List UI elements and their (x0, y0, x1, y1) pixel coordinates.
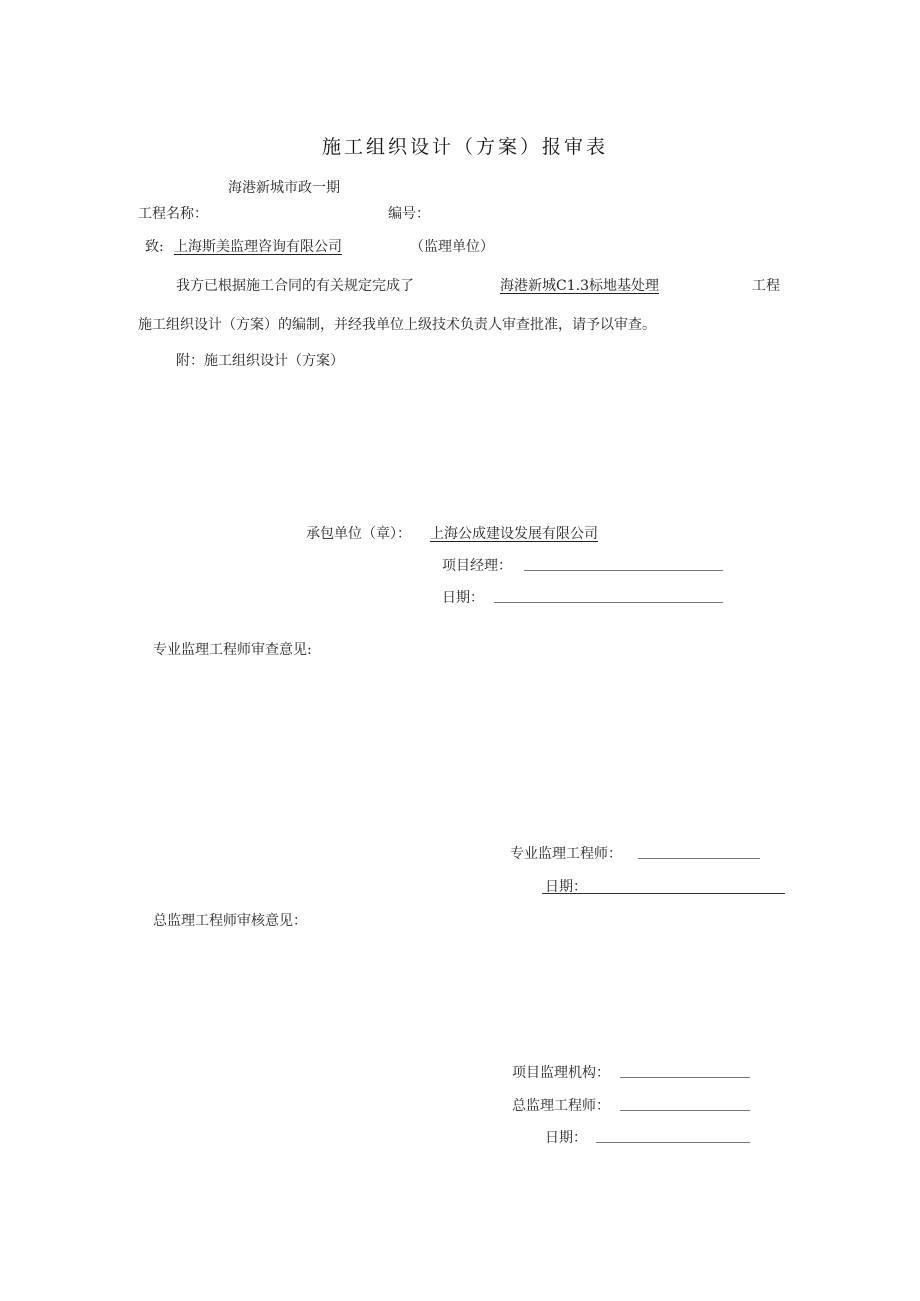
specialist-opinion-label: 专业监理工程师审查意见: (153, 642, 312, 658)
contractor-label: 承包单位（章）： (306, 526, 411, 542)
body-line1-suffix: 工程 (752, 278, 780, 294)
page-title: 施工组织设计（方案）报审表 (322, 136, 609, 158)
supervision-unit-name: 上海斯美监理咨询有限公司 (174, 239, 342, 255)
date-line-chief (596, 1142, 750, 1143)
date-label-specialist: 日期： (545, 879, 587, 895)
supervision-org-label: 项目监理机构： (512, 1065, 610, 1081)
project-manager-label: 项目经理： (442, 558, 512, 574)
project-name-value: 海港新城市政一期 (228, 180, 340, 196)
date-label-contractor: 日期： (442, 590, 484, 606)
supervision-org-line (620, 1077, 750, 1078)
body-line1-prefix: 我方已根据施工合同的有关规定完成了 (176, 278, 414, 294)
date-label-chief: 日期： (545, 1130, 587, 1146)
project-manager-signature-line (524, 570, 723, 571)
to-prefix: 致: (145, 239, 164, 255)
project-name-label: 工程名称： (138, 206, 208, 222)
supervision-unit-suffix: （监理单位） (410, 239, 494, 255)
chief-engineer-label: 总监理工程师： (512, 1098, 610, 1114)
body-line1-project: 海港新城C1.3标地基处理 (500, 278, 659, 294)
chief-opinion-label: 总监理工程师审核意见： (153, 913, 307, 929)
date-line-specialist (542, 893, 785, 894)
date-line-contractor (494, 602, 723, 603)
number-label: 编号： (388, 206, 430, 222)
chief-engineer-signature-line (620, 1110, 750, 1111)
contractor-name: 上海公成建设发展有限公司 (430, 526, 598, 542)
body-line2: 施工组织设计（方案）的编制，并经我单位上级技术负责人审查批准，请予以审查。 (138, 317, 656, 333)
attachment-text: 附：施工组织设计（方案） (176, 353, 344, 369)
specialist-engineer-signature-line (638, 858, 760, 859)
specialist-engineer-label: 专业监理工程师： (510, 846, 622, 862)
